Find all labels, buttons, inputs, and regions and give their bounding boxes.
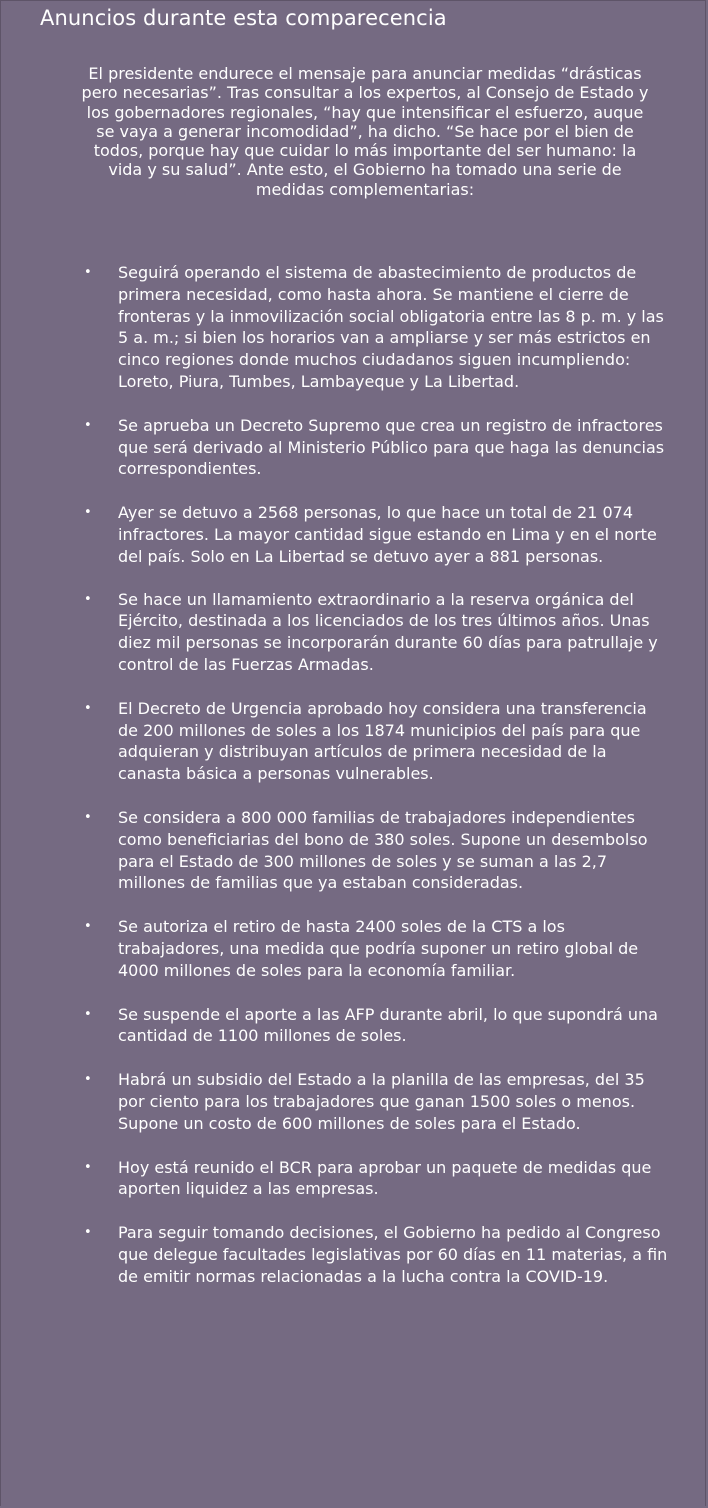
bullet-icon: • [84, 505, 92, 521]
measure-text: Habrá un subsidio del Estado a la planilla de las empresas, del 35 por ciento para los trabajadores que ganan 1500 soles o menos. Supone un costo de 600 millones de soles para el Estado. [118, 1070, 645, 1133]
measure-item [0, 1222, 708, 1287]
bullet-icon: • [84, 1159, 92, 1175]
measure-item [0, 807, 708, 894]
measure-item [0, 1004, 708, 1048]
measures-list [0, 262, 708, 1287]
measure-item [0, 916, 708, 981]
bullet-icon: • [84, 591, 92, 607]
page-title: Anuncios durante esta comparecencia [40, 6, 447, 30]
measure-text: Hoy está reunido el BCR para aprobar un paquete de medidas que aporten liquidez a las empresas. [118, 1157, 652, 1199]
bullet-icon: • [84, 1006, 92, 1022]
measure-item [0, 589, 708, 676]
intro-paragraph: El presidente endurece el mensaje para anunciar medidas “drásticas pero necesarias”. Tras consultar a los expertos, al Consejo de Estado y los gobernadores regionales, “hay que intensificar el esfuerzo, auque se vaya a generar incomodidad”, ha dicho. “Se hace por el bien de todos, porque hay que cuidar lo más importante del ser humano: la vida y su salud”. Ante esto, el Gobierno ha tomado una serie de medidas complementarias: [81, 64, 649, 199]
bullet-icon: • [84, 700, 92, 716]
measure-text: Para seguir tomando decisiones, el Gobierno ha pedido al Congreso que delegue facultades legislativas por 60 días en 11 materias, a fin de emitir normas relacionadas a la lucha contra la COVID-19. [118, 1223, 668, 1286]
measure-item [0, 415, 708, 480]
measure-text: Se autoriza el retiro de hasta 2400 soles de la CTS a los trabajadores, una medida que podría suponer un retiro global de 4000 millones de soles para la economía familiar. [118, 917, 639, 980]
measure-text: Se suspende el aporte a las AFP durante abril, lo que supondrá una cantidad de 1100 millones de soles. [118, 1004, 658, 1046]
measure-item [0, 1157, 708, 1201]
bullet-icon: • [84, 809, 92, 825]
bullet-icon: • [84, 1225, 92, 1241]
measure-text: Se considera a 800 000 familias de trabajadores independientes como beneficiarias del bono de 380 soles. Supone un desembolso para el Estado de 300 millones de soles y se suman a las 2,7 millones de familias que ya estaban consideradas. [118, 807, 648, 893]
measure-text: Se hace un llamamiento extraordinario a la reserva orgánica del Ejército, destinada a los licenciados de los tres últimos años. Unas diez mil personas se incorporarán durante 60 días para patrullaje y control de las Fuerzas Armadas. [118, 589, 658, 674]
bullet-icon: • [84, 1072, 92, 1088]
measure-text: Ayer se detuvo a 2568 personas, lo que hace un total de 21 074 infractores. La mayor cantidad sigue estando en Lima y en el norte del país. Solo en La Libertad se detuvo ayer a 881 personas. [118, 503, 657, 566]
measure-text: Se aprueba un Decreto Supremo que crea un registro de infractores que será derivado al Ministerio Público para que haga las denuncias correspondientes. [118, 415, 665, 479]
measure-text: El Decreto de Urgencia aprobado hoy considera una transferencia de 200 millones de soles a los 1874 municipios del país para que adquieran y distribuyan artículos de primera necesidad de la canasta básica a personas vulnerables. [118, 698, 647, 784]
bullet-icon: • [84, 265, 92, 280]
measure-text: Seguirá operando el sistema de abastecimiento de productos de primera necesidad, como hasta ahora. Se mantiene el cierre de fronteras y la inmovilización social obligatoria entre las 8 p. m. y las 5 a. m.; si bien los horarios van a ampliarse y ser más estrictos en cinco regiones donde muchos ciudadanos siguen incumpliendo: Loreto, Piura, Tumbes, Lambayeque y La Libertad. [118, 263, 664, 391]
bullet-icon: • [84, 417, 92, 433]
measure-item [0, 698, 708, 785]
measure-item [0, 262, 708, 393]
measure-item [0, 1069, 708, 1134]
bullet-icon: • [84, 919, 92, 935]
measure-item [0, 502, 708, 567]
